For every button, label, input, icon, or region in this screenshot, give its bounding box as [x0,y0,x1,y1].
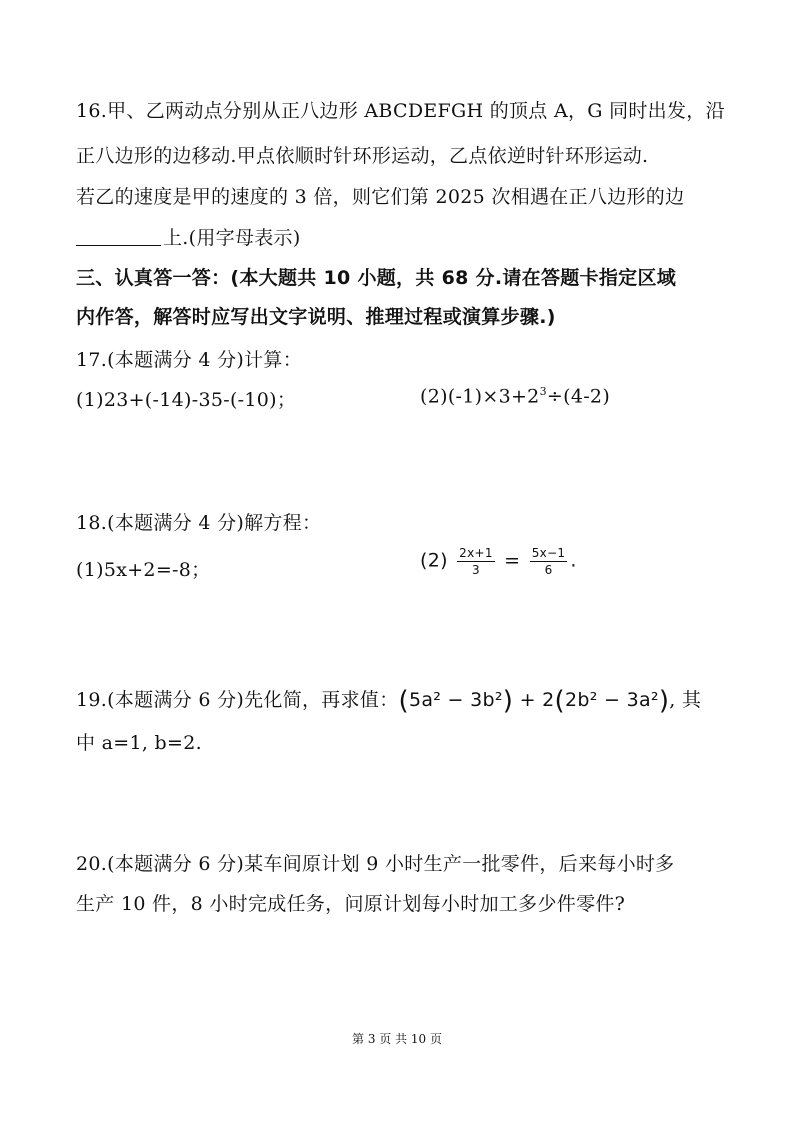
q17-part-2-exponent: 3 [539,385,547,398]
q16-line-4 [76,223,301,250]
q19-expression [398,686,670,716]
q19-line-2: 中 a=1, b=2. [76,732,202,754]
left-paren: ( [554,686,565,716]
q18-equals-sign: = [504,549,521,572]
q16-line-2: 正八边形的边移动.甲点依顺时针环形运动，乙点依逆时针环形运动. [76,145,649,167]
q20-line-1: 20.(本题满分 6 分)某车间原计划 9 小时生产一批零件，后来每小时多 [76,853,675,875]
q17-part-2-suffix: ÷(4-2) [546,385,611,408]
q17-title: 17.(本题满分 4 分)计算： [76,349,303,371]
right-paren: ) [658,686,670,716]
q19-prefix: 19.(本题满分 6 分)先化简，再求值： [76,689,399,711]
section-3-heading-line-2: 内作答，解答时应写出文字说明、推理过程或演算步骤.) [76,306,556,328]
q16-line-1: 16.甲、乙两动点分别从正八边形 ABCDEFGH 的顶点 A，G 同时出发，沿 [76,100,725,122]
q18-period: . [570,549,577,572]
q18-rhs-denominator: 6 [544,563,553,577]
q16-line-4-text: 上.(用字母表示) [163,227,301,249]
q18-lhs-fraction [457,546,495,577]
q17-part-2 [420,385,610,407]
section-3-heading-line-1: 三、认真答一答：(本大题共 10 小题，共 68 分.请在答题卡指定区域 [76,267,677,289]
q18-rhs-fraction [530,546,568,577]
q19-expr-1: 5a² − 3b² [408,689,503,711]
q19-line-1 [76,685,701,716]
right-paren: ) [502,686,514,716]
q18-part-2 [420,546,577,577]
answer-blank [76,227,161,246]
left-paren: ( [398,686,409,716]
q20-line-2: 生产 10 件，8 小时完成任务，问原计划每小时加工多少件零件? [76,893,626,915]
q18-rhs-numerator: 5x−1 [531,546,566,560]
q19-expr-2: 2b² − 3a² [565,689,659,711]
q19-plus-coefficient: + 2 [519,689,555,711]
q16-line-3: 若乙的速度是甲的速度的 3 倍，则它们第 2025 次相遇在正八边形的边 [76,186,685,208]
q18-part-2-label: (2) [420,549,448,572]
q18-title: 18.(本题满分 4 分)解方程： [76,512,322,534]
q17-part-1: (1)23+(-14)-35-(-10)； [76,389,297,411]
q18-lhs-denominator: 3 [472,563,480,577]
q18-lhs-numerator: 2x+1 [459,546,493,560]
page-footer: 第 3 页 共 10 页 [352,1032,442,1046]
q17-part-2-prefix: (2)(-1)×3+2 [420,385,540,408]
q18-part-1: (1)5x+2=-8； [76,559,211,581]
q19-suffix: , 其 [669,689,702,711]
